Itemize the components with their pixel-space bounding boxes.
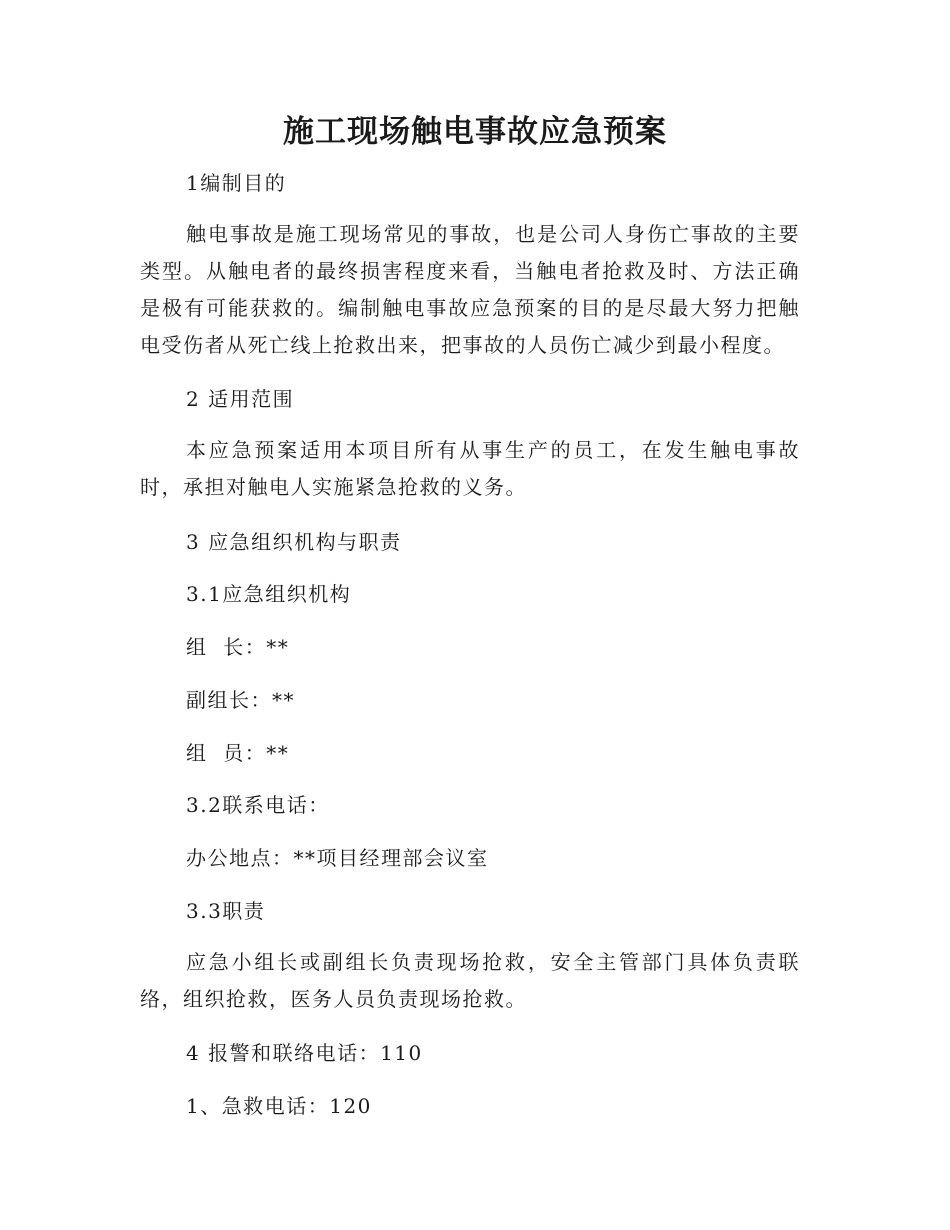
document-title: 施工现场触电事故应急预案 (283, 114, 667, 150)
office-location-line: 办公地点：**项目经理部会议室 (186, 846, 489, 870)
section-1-heading: 1编制目的 (186, 171, 287, 195)
paragraph-duties: 应急小组长或副组长负责现场抢救，安全主管部门具体负责联络，组织抢救，医务人员负责现场抢救。 (140, 950, 800, 1011)
section-3-1-heading: 3.1应急组织机构 (186, 582, 352, 606)
section-2-heading: 2 适用范围 (186, 387, 295, 411)
paragraph-purpose: 触电事故是施工现场常见的事故，也是公司人身伤亡事故的主要类型。从触电者的最终损害程度来看，当触电者抢救及时、方法正确是极有可能获救的。编制触电事故应急预案的目的是尽最大努力把触电受伤者从死亡线上抢救出来，把事故的人员伤亡减少到最小程度。 (140, 222, 800, 357)
section-4-heading: 4 报警和联络电话：110 (186, 1041, 423, 1065)
section-3-2-heading: 3.2联系电话： (186, 793, 330, 817)
section-3-3-heading: 3.3职责 (186, 899, 266, 923)
section-3-heading: 3 应急组织机构与职责 (186, 530, 402, 554)
team-member-line: 组 员：** (186, 741, 290, 765)
deputy-leader-line: 副组长：** (186, 688, 295, 712)
team-leader-line: 组 长：** (186, 635, 290, 659)
paragraph-scope: 本应急预案适用本项目所有从事生产的员工，在发生触电事故时，承担对触电人实施紧急抢救的义务。 (140, 438, 800, 499)
emergency-phone-line: 1、急救电话：120 (186, 1094, 372, 1118)
